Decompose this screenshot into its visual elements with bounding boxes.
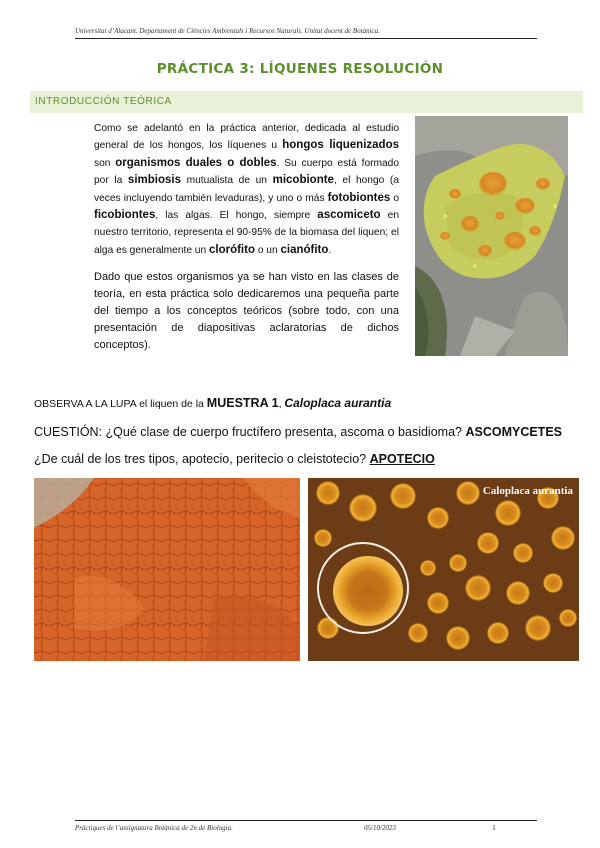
page-number: 1 xyxy=(492,823,496,832)
page-title: PRÁCTICA 3: LÍQUENES RESOLUCIÓN xyxy=(156,61,444,77)
footer-rule xyxy=(75,820,537,821)
question-1: CUESTIÓN: ¿Qué clase de cuerpo fructífero presenta, ascoma o basidioma? ASCOMYCETES xyxy=(34,425,562,439)
term-ficobiontes: ficobiontes xyxy=(94,209,156,222)
section-heading-bar xyxy=(30,91,583,113)
term-organismos-duales: organismos duales o dobles xyxy=(115,156,277,169)
caloplaca-thallus-photo xyxy=(34,478,300,661)
footer-date: 05/10/2023 xyxy=(364,824,396,832)
species-name: Caloplaca aurantia xyxy=(284,396,392,410)
term-ascomiceto: ascomiceto xyxy=(317,209,381,222)
term-micobionte: micobionte xyxy=(272,174,334,187)
term-fotobiontes: fotobiontes xyxy=(327,191,391,204)
term-simbiosis: simbiosis xyxy=(127,174,181,187)
apothecium-closeup xyxy=(333,556,403,626)
sample-label: MUESTRA 1 xyxy=(206,396,279,410)
page-header: Universitat d’Alacant. Departament de Ciències Ambientals i Recursos Naturals. Unitat docent de Botànica. xyxy=(75,27,380,35)
header-rule xyxy=(75,38,537,39)
observe-instruction: OBSERVA A LA LUPA el liquen de la MUESTRA 1, Caloplaca aurantia xyxy=(34,396,392,410)
answer-2: APOTECIO xyxy=(369,452,435,466)
intro-text xyxy=(94,120,399,354)
question-2: ¿De cuál de los tres tipos, apotecio, peritecio o cleistotecio? APOTECIO xyxy=(34,452,435,466)
answer-1: ASCOMYCETES xyxy=(465,425,562,439)
section-heading: INTRODUCCIÓN TEÓRICA xyxy=(35,96,172,107)
photo-caption: Caloplaca aurantia xyxy=(482,485,573,497)
caloplaca-apothecia-photo xyxy=(308,478,579,661)
intro-paragraph-1: Como se adelantó en la práctica anterior, dedicada al estudio general de los hongos, los líquenes u hongos liquenizados son organismos duales o dobles. Su cuerpo está formado por la simbiosis mutualista de un micobionte, el hongo (a veces incluyendo también levaduras), y uno o más fotobiontes o ficobiontes, las algas. El hongo, siempre ascomiceto en nuestro territorio, representa el 90-95% de la biomasa del liquen; el alga es generalmente un clorófito o un cianófito. xyxy=(94,123,399,256)
term-cianofito: cianófito xyxy=(280,243,329,256)
lichen-rock-photo xyxy=(415,116,568,356)
footer-course: Pràctiques de l’assignatura Botànica de 2n de Biologia. xyxy=(75,824,233,832)
intro-paragraph-2: Dado que estos organismos ya se han visto en las clases de teoría, en esta práctica solo dedicaremos una pequeña parte del tiempo a los conceptos teóricos (sobre todo, con una presentación de diapositivas aclaratorias de dichos conceptos). xyxy=(94,271,399,352)
term-clorofito: clorófito xyxy=(208,243,255,256)
term-hongos-liquenizados: hongos liquenizados xyxy=(282,139,399,152)
